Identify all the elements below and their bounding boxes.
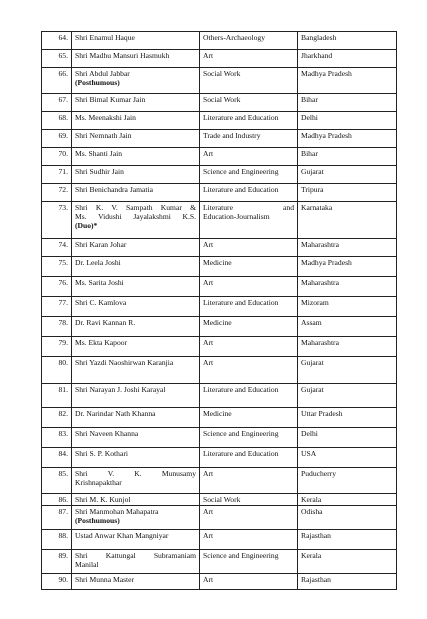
award-field: Trade and Industry: [200, 130, 298, 148]
awardee-state: Bihar: [298, 148, 397, 166]
awardee-state: Mizoram: [298, 297, 397, 317]
serial-number: 90.: [42, 574, 72, 590]
awardee-state: Delhi: [298, 112, 397, 130]
serial-number: 89.: [42, 550, 72, 574]
award-field: Social Work: [200, 68, 298, 94]
awardee-name-cell: [72, 506, 200, 530]
table-row: [42, 494, 397, 506]
table-row: [42, 68, 397, 94]
table-row: [42, 94, 397, 112]
serial-number: 65.: [42, 50, 72, 68]
awardee-state: Odisha: [298, 506, 397, 530]
awards-table: [41, 31, 397, 590]
award-field: Literature and Education: [200, 448, 298, 468]
award-field: Literature and Education: [200, 184, 298, 202]
award-field: Science and Engineering: [200, 550, 298, 574]
awardee-state: Jharkhand: [298, 50, 397, 68]
awardee-state: Uttar Pradesh: [298, 408, 397, 428]
table-row: [42, 408, 397, 428]
awardee-state: Karnataka: [298, 202, 397, 239]
table-row: [42, 317, 397, 337]
awardee-name: Shri Yazdi Naoshirwan Karanjia: [72, 357, 200, 384]
awardee-state: Gujarat: [298, 357, 397, 384]
award-field-line-1: Literature and: [203, 203, 294, 212]
serial-number: 80.: [42, 357, 72, 384]
awardee-state: Assam: [298, 317, 397, 337]
award-field: Art: [200, 574, 298, 590]
awardee-name: Shri Manmohan Mahapatra: [75, 507, 159, 516]
awardee-name: Dr. Ravi Kannan R.: [72, 317, 200, 337]
serial-number: 71.: [42, 166, 72, 184]
award-field: Art: [200, 468, 298, 494]
awardee-note: (Posthumous): [75, 516, 120, 525]
serial-number: 76.: [42, 277, 72, 297]
awardee-name: Shri M. K. Kunjol: [72, 494, 200, 506]
award-field: Art: [200, 506, 298, 530]
awardee-state: Delhi: [298, 428, 397, 448]
awardee-state: Gujarat: [298, 384, 397, 408]
table-row: [42, 166, 397, 184]
awardee-name: Shri Madhu Mansuri Hasmukh: [72, 50, 200, 68]
awardee-name: Shri Munna Master: [72, 574, 200, 590]
serial-number: 83.: [42, 428, 72, 448]
serial-number: 78.: [42, 317, 72, 337]
awardee-name-cell: [72, 202, 200, 239]
serial-number: 79.: [42, 337, 72, 357]
awardee-state: Kerala: [298, 494, 397, 506]
serial-number: 77.: [42, 297, 72, 317]
awardee-name-cell: [72, 550, 200, 574]
table-row: [42, 130, 397, 148]
awardee-state: Kerala: [298, 550, 397, 574]
awardee-name: Ms. Meenakshi Jain: [72, 112, 200, 130]
table-row: [42, 112, 397, 130]
table-row: [42, 530, 397, 550]
awardee-name-cell: [72, 68, 200, 94]
awardee-state: Maharashtra: [298, 239, 397, 257]
table-row: [42, 148, 397, 166]
awardee-state: Madhya Pradesh: [298, 68, 397, 94]
awardee-name-cell: [72, 468, 200, 494]
awardee-name: Ms. Shanti Jain: [72, 148, 200, 166]
serial-number: 67.: [42, 94, 72, 112]
awardee-name: Shri Abdul Jabbar: [75, 69, 130, 78]
awardee-name: Shri Naveen Khanna: [72, 428, 200, 448]
table-row: [42, 184, 397, 202]
table-row: [42, 32, 397, 50]
table-row: [42, 297, 397, 317]
table-row: [42, 550, 397, 574]
serial-number: 82.: [42, 408, 72, 428]
awards-table-body: [42, 32, 397, 590]
awardee-state: Madhya Pradesh: [298, 257, 397, 277]
awardee-name: Ms. Sarita Joshi: [72, 277, 200, 297]
award-field: Art: [200, 337, 298, 357]
awardee-name: Shri C. Kamlova: [72, 297, 200, 317]
awardee-name-line-2: Krishnapakthar: [75, 478, 122, 487]
serial-number: 66.: [42, 68, 72, 94]
award-field: Art: [200, 530, 298, 550]
awardee-state: Bangladesh: [298, 32, 397, 50]
awardee-state: Maharashtra: [298, 277, 397, 297]
award-field: Others-Archaeology: [200, 32, 298, 50]
award-field: Art: [200, 148, 298, 166]
award-field: Science and Engineering: [200, 428, 298, 448]
award-field: Medicine: [200, 408, 298, 428]
serial-number: 64.: [42, 32, 72, 50]
serial-number: 84.: [42, 448, 72, 468]
award-field: Literature and Education: [200, 112, 298, 130]
table-row: [42, 574, 397, 590]
table-row: [42, 202, 397, 239]
awardee-name-line-1: Shri V. K. Munusamy: [75, 469, 196, 478]
serial-number: 81.: [42, 384, 72, 408]
awardee-name: Shri Narayan J. Joshi Karayal: [72, 384, 200, 408]
award-field: Medicine: [200, 317, 298, 337]
awardee-name: Shri Enamul Haque: [72, 32, 200, 50]
awardee-name: Shri Bimal Kumar Jain: [72, 94, 200, 112]
awardee-state: Puducherry: [298, 468, 397, 494]
awardee-name: Dr. Leela Joshi: [72, 257, 200, 277]
serial-number: 68.: [42, 112, 72, 130]
table-row: [42, 428, 397, 448]
awardee-name: Ms. Ekta Kapoor: [72, 337, 200, 357]
award-field-cell: [200, 202, 298, 239]
awardee-name: Dr. Narindar Nath Khanna: [72, 408, 200, 428]
award-field: Art: [200, 239, 298, 257]
award-field: Art: [200, 277, 298, 297]
serial-number: 86.: [42, 494, 72, 506]
award-field: Literature and Education: [200, 384, 298, 408]
table-row: [42, 337, 397, 357]
awardee-name-line-1: Shri K. V. Sampath Kumar &: [75, 203, 196, 212]
awardee-name: Ustad Anwar Khan Mangniyar: [72, 530, 200, 550]
serial-number: 72.: [42, 184, 72, 202]
awardee-note: (Posthumous): [75, 78, 120, 87]
awardee-note: (Duo)*: [75, 221, 98, 230]
awardee-name: Shri Karan Johar: [72, 239, 200, 257]
awardee-state: Rajasthan: [298, 530, 397, 550]
serial-number: 88.: [42, 530, 72, 550]
awardee-state: Gujarat: [298, 166, 397, 184]
serial-number: 69.: [42, 130, 72, 148]
award-field: Social Work: [200, 94, 298, 112]
table-row: [42, 257, 397, 277]
table-row: [42, 468, 397, 494]
table-row: [42, 277, 397, 297]
awardee-state: Bihar: [298, 94, 397, 112]
table-row: [42, 448, 397, 468]
table-row: [42, 50, 397, 68]
awardee-state: Rajasthan: [298, 574, 397, 590]
awardee-name-line-2: Ms. Vidushi Jayalakshmi K.S.: [75, 212, 196, 221]
serial-number: 73.: [42, 202, 72, 239]
award-field: Art: [200, 50, 298, 68]
awardee-name-line-2: Manilal: [75, 560, 99, 569]
awardee-state: Maharashtra: [298, 337, 397, 357]
awardee-state: Madhya Pradesh: [298, 130, 397, 148]
table-row: [42, 384, 397, 408]
awardee-name: Shri Benichandra Jamatia: [72, 184, 200, 202]
serial-number: 74.: [42, 239, 72, 257]
awardee-name-line-1: Shri Kattungal Subramaniam: [75, 551, 196, 560]
table-row: [42, 239, 397, 257]
awardee-name: Shri Sudhir Jain: [72, 166, 200, 184]
award-field-line-2: Education-Journalism: [203, 212, 270, 221]
table-row: [42, 357, 397, 384]
award-field: Medicine: [200, 257, 298, 277]
table-row: [42, 506, 397, 530]
award-field: Social Work: [200, 494, 298, 506]
serial-number: 85.: [42, 468, 72, 494]
serial-number: 75.: [42, 257, 72, 277]
serial-number: 70.: [42, 148, 72, 166]
serial-number: 87.: [42, 506, 72, 530]
award-field: Art: [200, 357, 298, 384]
awardee-state: Tripura: [298, 184, 397, 202]
award-field: Science and Engineering: [200, 166, 298, 184]
award-field: Literature and Education: [200, 297, 298, 317]
awardee-state: USA: [298, 448, 397, 468]
awardee-name: Shri S. P. Kothari: [72, 448, 200, 468]
awardee-name: Shri Nemnath Jain: [72, 130, 200, 148]
